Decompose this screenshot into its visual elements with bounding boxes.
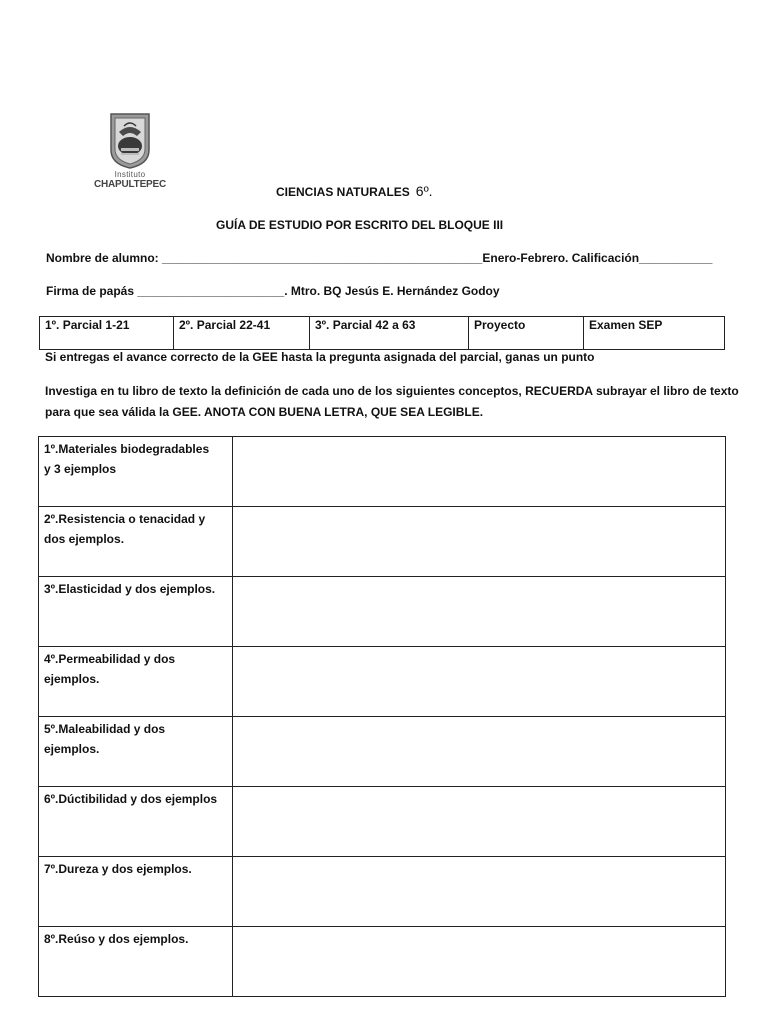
logo-line-1: Instituto [114,170,146,179]
subject-title [276,183,433,199]
question-cell [39,857,233,927]
instructions-line-1: Investiga en tu libro de texto la definición de cada uno de los siguientes conceptos, RECUERDA subrayar el libro de texto [45,384,739,398]
school-crest-icon [91,110,169,170]
question-text-1: 3º.Elasticidad y dos ejemplos. [44,582,216,596]
question-cell [39,577,233,647]
partials-table [39,316,725,350]
instructions-line-2: para que sea válida la GEE. ANOTA CON BUENA LETRA, QUE SEA LEGIBLE. [45,405,484,419]
question-text-1: 5º.Maleabilidad y dos [44,722,166,736]
table-row [39,857,726,927]
answer-cell[interactable] [233,857,726,927]
student-name-field[interactable]: Nombre de alumno: ________________________________________________Enero-Febrero. Calificación___________ [46,251,713,265]
grade-label: 6º. [415,183,433,199]
school-logo [91,110,169,192]
sep-exam-cell: Examen SEP [584,317,725,350]
table-row [39,787,726,857]
question-cell [39,927,233,997]
question-text-2: ejemplos. [44,742,100,756]
question-text-1: 2º.Resistencia o tenacidad y [44,512,206,526]
table-row [39,577,726,647]
question-cell [39,787,233,857]
bonus-note: Si entregas el avance correcto de la GEE hasta la pregunta asignada del parcial, ganas un punto [45,350,595,364]
partial-cell-3: 3º. Parcial 42 a 63 [310,317,469,350]
answer-cell[interactable] [233,577,726,647]
partial-cell-2: 2º. Parcial 22-41 [174,317,310,350]
table-row [39,507,726,577]
question-text-2: ejemplos. [44,672,100,686]
concepts-table [38,436,726,997]
guide-title: GUÍA DE ESTUDIO POR ESCRITO DEL BLOQUE III [216,218,504,232]
question-text-1: 8º.Reúso y dos ejemplos. [44,932,189,946]
partial-cell-1: 1º. Parcial 1-21 [40,317,174,350]
question-cell [39,647,233,717]
table-row [39,927,726,997]
question-text-2: dos ejemplos. [44,532,125,546]
answer-cell[interactable] [233,437,726,507]
question-text-1: 6º.Dúctibilidad y dos ejemplos [44,792,218,806]
answer-cell[interactable] [233,647,726,717]
table-row [39,437,726,507]
subject-label: CIENCIAS NATURALES [276,185,410,199]
logo-line-2: CHAPULTEPEC [93,179,167,190]
parent-signature-field[interactable]: Firma de papás ______________________. Mtro. BQ Jesús E. Hernández Godoy [46,284,500,298]
table-row [39,647,726,717]
answer-cell[interactable] [233,507,726,577]
question-text-1: 1º.Materiales biodegradables [44,442,210,456]
project-cell: Proyecto [469,317,584,350]
question-text-1: 4º.Permeabilidad y dos [44,652,176,666]
question-cell [39,717,233,787]
question-cell [39,437,233,507]
answer-cell[interactable] [233,787,726,857]
question-text-1: 7º.Dureza y dos ejemplos. [44,862,192,876]
table-row [39,717,726,787]
answer-cell[interactable] [233,717,726,787]
answer-cell[interactable] [233,927,726,997]
question-cell [39,507,233,577]
question-text-2: y 3 ejemplos [44,462,117,476]
